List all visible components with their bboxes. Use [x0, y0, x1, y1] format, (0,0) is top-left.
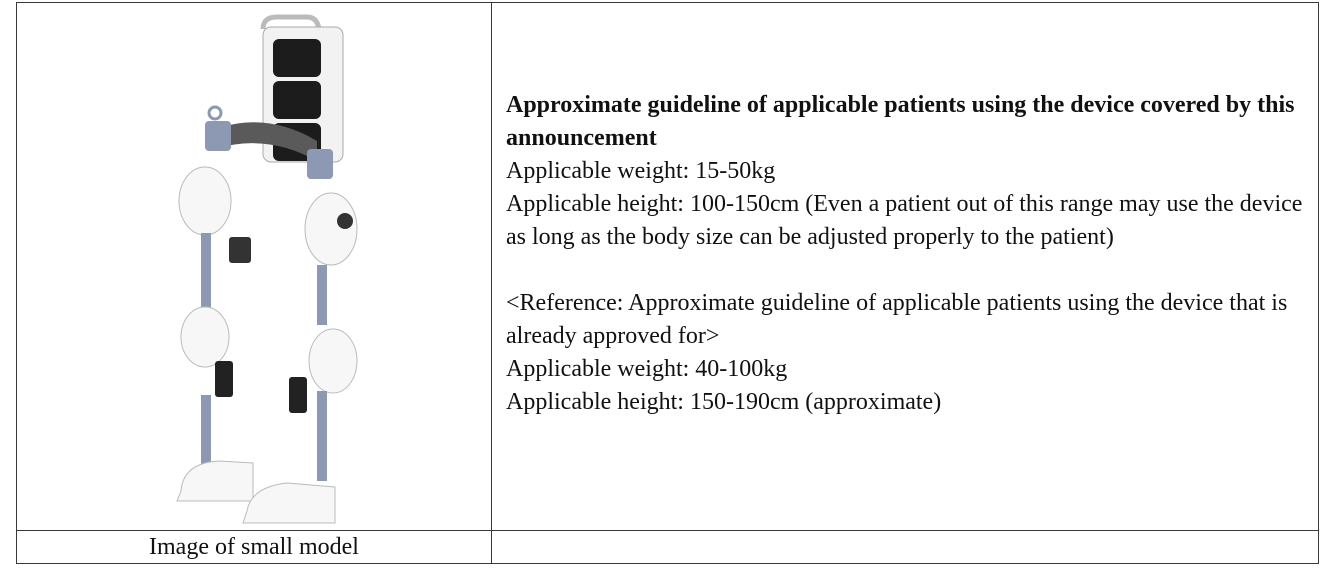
guideline-table: [16, 2, 1319, 564]
reference-weight: Applicable weight: 40-100kg: [506, 356, 788, 382]
guideline-heading: Approximate guideline of applicable patients using the device covered by this announcement: [506, 92, 1295, 151]
reference-title: <Reference: Approximate guideline of applicable patients using the device that is already approved for>: [506, 290, 1288, 349]
guideline-text-cell: [492, 3, 1319, 531]
image-caption: Image of small model: [17, 531, 492, 564]
image-cell: [17, 3, 492, 531]
empty-cell: [492, 531, 1319, 564]
reference-height: Applicable height: 150-190cm (approximate): [506, 389, 942, 415]
exoskeleton-device-illustration: [167, 11, 367, 531]
applicable-weight: Applicable weight: 15-50kg: [506, 158, 776, 184]
paragraph-spacer: [506, 254, 1318, 287]
applicable-height: Applicable height: 100-150cm (Even a patient out of this range may use the device as long as the body size can be adjusted properly to the patient): [506, 191, 1303, 250]
table-row: [17, 3, 1319, 531]
table-row: [17, 531, 1319, 564]
